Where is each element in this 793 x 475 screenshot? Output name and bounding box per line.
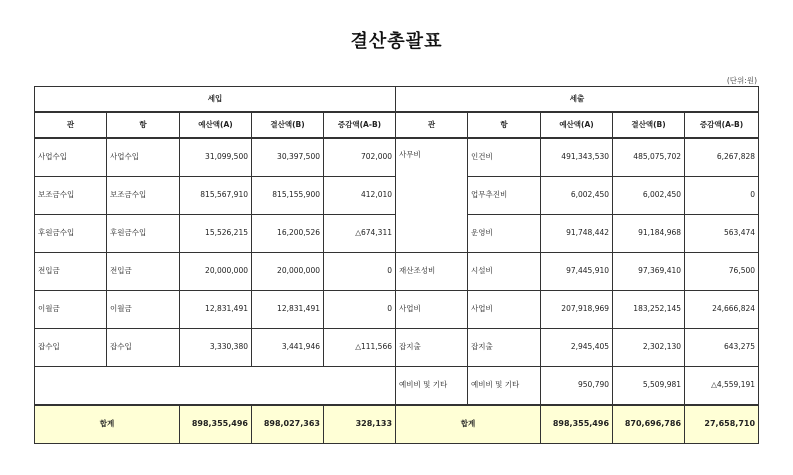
income-total-label: 합계: [35, 405, 180, 444]
page-title: 결산총괄표: [350, 31, 443, 52]
income-total-settled: 898,027,363: [252, 405, 324, 444]
income-hang-cell: 사업수입: [107, 138, 180, 177]
column-header: 증감액(A-B): [324, 112, 396, 138]
column-header: 결산액(B): [252, 112, 324, 138]
table-row: [35, 291, 759, 329]
income-gwan-cell: 전입금: [35, 253, 107, 291]
column-header: 관: [396, 112, 468, 138]
expense-budget-cell: 950,790: [541, 367, 613, 406]
expense-settled-cell: 6,002,450: [613, 177, 685, 215]
expense-settled-cell: 97,369,410: [613, 253, 685, 291]
column-header: 예산액(A): [541, 112, 613, 138]
expense-hang-cell: 인건비: [468, 138, 541, 177]
expense-budget-cell: 97,445,910: [541, 253, 613, 291]
expense-budget-cell: 491,343,530: [541, 138, 613, 177]
column-header: 항: [107, 112, 180, 138]
income-diff-cell: △674,311: [324, 215, 396, 253]
expense-total-budget: 898,355,496: [541, 405, 613, 444]
income-diff-cell: 0: [324, 253, 396, 291]
expense-settled-cell: 91,184,968: [613, 215, 685, 253]
income-settled-cell: 12,831,491: [252, 291, 324, 329]
table-row: [35, 138, 759, 177]
section-header-row: [35, 87, 759, 113]
income-budget-cell: 815,567,910: [180, 177, 252, 215]
expense-total-label: 합계: [396, 405, 541, 444]
income-diff-cell: 702,000: [324, 138, 396, 177]
expense-diff-cell: 643,275: [685, 329, 759, 367]
income-budget-cell: 20,000,000: [180, 253, 252, 291]
expense-gwan-cell: 사무비: [396, 138, 468, 253]
table-row: [35, 329, 759, 367]
expense-diff-cell: 24,666,824: [685, 291, 759, 329]
income-settled-cell: 30,397,500: [252, 138, 324, 177]
income-total-budget: 898,355,496: [180, 405, 252, 444]
expense-hang-cell: 사업비: [468, 291, 541, 329]
column-header: 결산액(B): [613, 112, 685, 138]
income-diff-cell: 0: [324, 291, 396, 329]
expense-settled-cell: 485,075,702: [613, 138, 685, 177]
expense-settled-cell: 2,302,130: [613, 329, 685, 367]
income-gwan-cell: 보조금수입: [35, 177, 107, 215]
income-hang-cell: 이월금: [107, 291, 180, 329]
income-hang-cell: 보조금수입: [107, 177, 180, 215]
column-header: 증감액(A-B): [685, 112, 759, 138]
expense-gwan-cell: 잡지출: [396, 329, 468, 367]
expense-diff-cell: 6,267,828: [685, 138, 759, 177]
expense-hang-cell: 업무추진비: [468, 177, 541, 215]
expense-diff-cell: 0: [685, 177, 759, 215]
income-gwan-cell: 후원금수입: [35, 215, 107, 253]
expense-diff-cell: 563,474: [685, 215, 759, 253]
expense-gwan-cell: 재산조성비: [396, 253, 468, 291]
column-header: 관: [35, 112, 107, 138]
expense-total-settled: 870,696,786: [613, 405, 685, 444]
expense-budget-cell: 207,918,969: [541, 291, 613, 329]
income-settled-cell: 3,441,946: [252, 329, 324, 367]
income-hang-cell: 전입금: [107, 253, 180, 291]
income-gwan-cell: 사업수입: [35, 138, 107, 177]
income-diff-cell: △111,566: [324, 329, 396, 367]
expense-budget-cell: 91,748,442: [541, 215, 613, 253]
expense-hang-cell: 시설비: [468, 253, 541, 291]
income-section-header: 세입: [35, 87, 396, 113]
expense-diff-cell: 76,500: [685, 253, 759, 291]
expense-settled-cell: 5,509,981: [613, 367, 685, 406]
expense-budget-cell: 6,002,450: [541, 177, 613, 215]
income-gwan-cell: 잡수입: [35, 329, 107, 367]
expense-gwan-cell: 예비비 및 기타: [396, 367, 468, 406]
income-diff-cell: 412,010: [324, 177, 396, 215]
income-settled-cell: 20,000,000: [252, 253, 324, 291]
expense-gwan-cell: 사업비: [396, 291, 468, 329]
expense-hang-cell: 예비비 및 기타: [468, 367, 541, 406]
income-budget-cell: 31,099,500: [180, 138, 252, 177]
income-settled-cell: 815,155,900: [252, 177, 324, 215]
income-budget-cell: 12,831,491: [180, 291, 252, 329]
column-header: 항: [468, 112, 541, 138]
unit-label: (단위:원): [726, 76, 757, 85]
column-header-row: [35, 112, 759, 138]
income-hang-cell: 후원금수입: [107, 215, 180, 253]
expense-hang-cell: 잡지출: [468, 329, 541, 367]
table-row: [35, 253, 759, 291]
total-row: [35, 405, 759, 444]
income-empty-cell: [35, 367, 396, 406]
income-budget-cell: 15,526,215: [180, 215, 252, 253]
income-gwan-cell: 이월금: [35, 291, 107, 329]
expense-settled-cell: 183,252,145: [613, 291, 685, 329]
expense-budget-cell: 2,945,405: [541, 329, 613, 367]
expense-total-diff: 27,658,710: [685, 405, 759, 444]
expense-section-header: 세출: [396, 87, 759, 113]
column-header: 예산액(A): [180, 112, 252, 138]
income-total-diff: 328,133: [324, 405, 396, 444]
income-settled-cell: 16,200,526: [252, 215, 324, 253]
income-budget-cell: 3,330,380: [180, 329, 252, 367]
expense-hang-cell: 운영비: [468, 215, 541, 253]
income-hang-cell: 잡수입: [107, 329, 180, 367]
expense-diff-cell: △4,559,191: [685, 367, 759, 406]
settlement-summary-table: [34, 86, 759, 444]
table-row: [35, 367, 759, 406]
